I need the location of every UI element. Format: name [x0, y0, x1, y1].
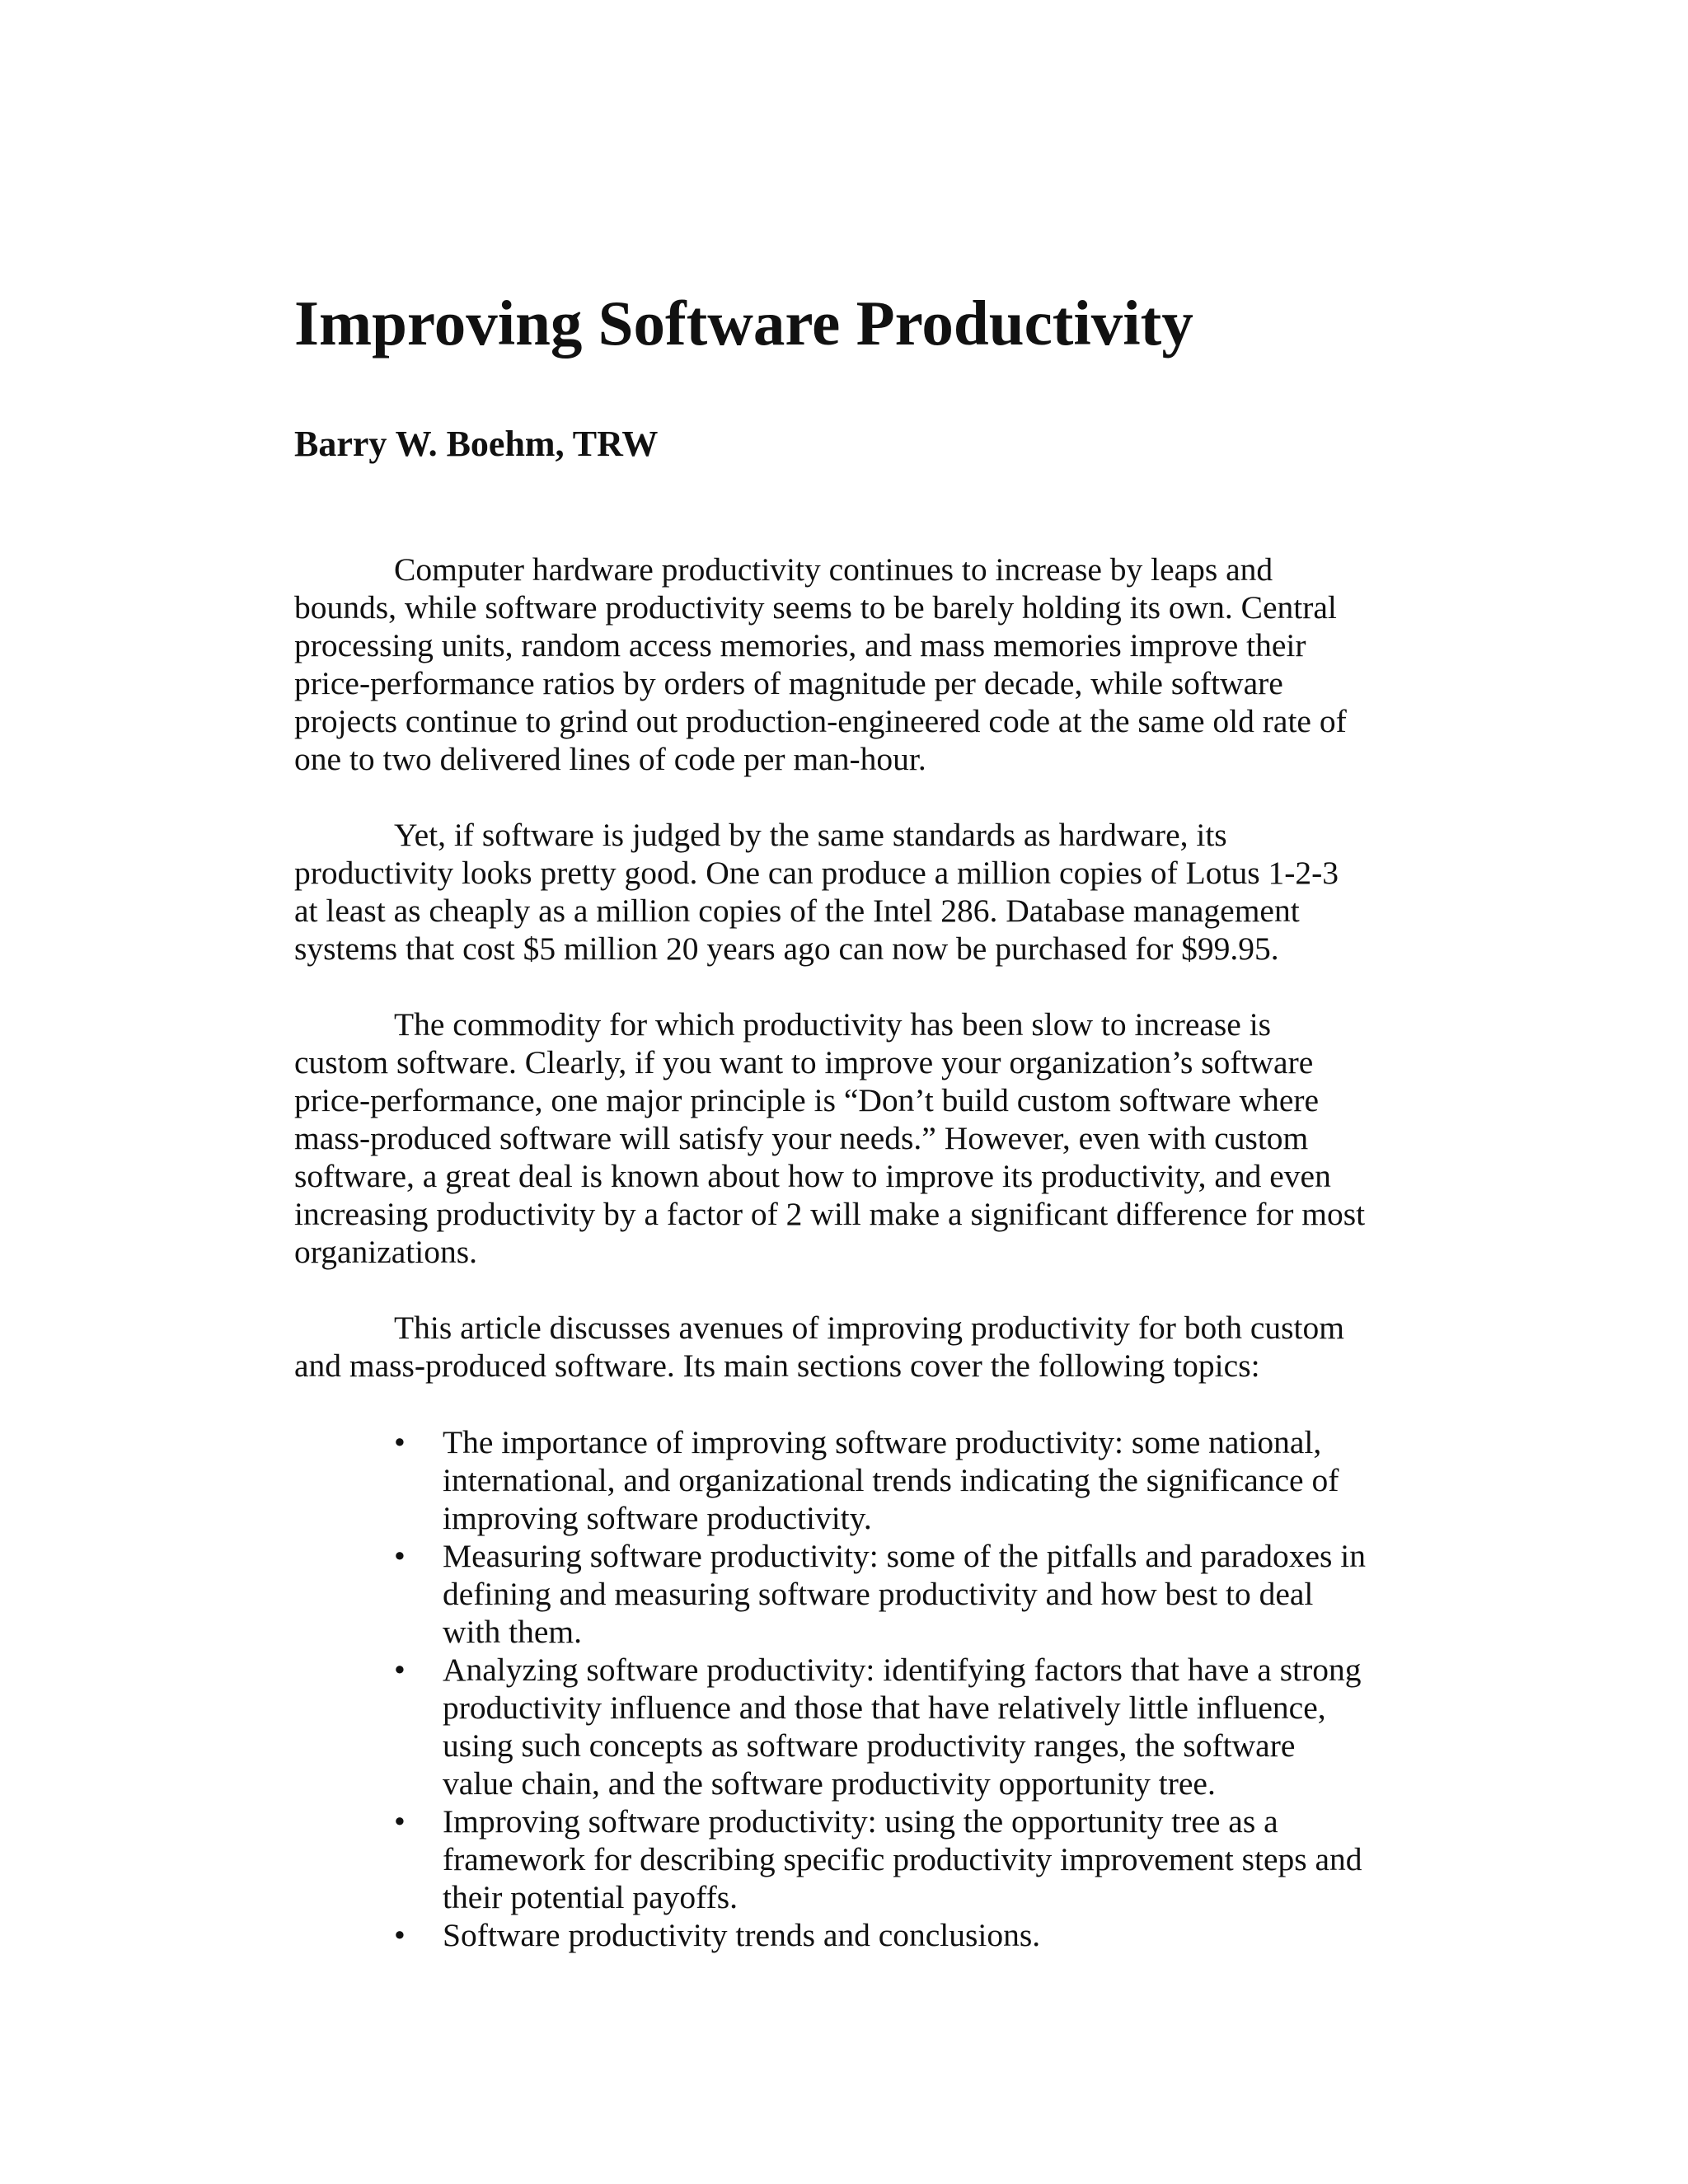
document-title: Improving Software Productivity [294, 288, 1193, 359]
paragraph-line: at least as cheaply as a million copies of the Intel 286. Database management [294, 893, 1300, 929]
paragraph-line: The commodity for which productivity has been slow to increase is [394, 1006, 1272, 1043]
list-item-line: improving software productivity. [443, 1500, 872, 1536]
list-item-line: framework for describing specific productivity improvement steps and [443, 1841, 1362, 1877]
list-item [294, 1423, 1399, 1537]
paragraph-line: This article discusses avenues of improving productivity for both custom [394, 1310, 1344, 1346]
paragraph-line: price-performance ratios by orders of magnitude per decade, while software [294, 665, 1283, 701]
list-item-line: using such concepts as software productivity ranges, the software [443, 1727, 1296, 1764]
list-item-line: their potential payoffs. [443, 1879, 738, 1915]
paragraph-1 [294, 551, 1399, 778]
list-item [294, 1537, 1399, 1651]
list-item-line: with them. [443, 1614, 582, 1650]
paragraph-line: custom software. Clearly, if you want to improve your organization’s software [294, 1044, 1314, 1080]
list-item-line: Measuring software productivity: some of the pitfalls and paradoxes in [443, 1538, 1366, 1574]
list-item-line: productivity influence and those that have relatively little influence, [443, 1690, 1326, 1726]
bullet-icon: • [394, 1803, 406, 1840]
paragraph-line: bounds, while software productivity seems to be barely holding its own. Central [294, 589, 1337, 626]
list-item-line: Analyzing software productivity: identifying factors that have a strong [443, 1652, 1362, 1688]
list-item [294, 1651, 1399, 1802]
paragraph-line: projects continue to grind out production-engineered code at the same old rate of [294, 703, 1347, 739]
list-item-line: The importance of improving software productivity: some national, [443, 1424, 1322, 1460]
paragraph-line: one to two delivered lines of code per man-hour. [294, 741, 926, 777]
paragraph-3 [294, 1005, 1399, 1271]
list-item-line: defining and measuring software productivity and how best to deal [443, 1576, 1314, 1612]
list-item [294, 1802, 1399, 1916]
paragraph-line: Yet, if software is judged by the same standards as hardware, its [394, 817, 1227, 853]
paragraph-line: processing units, random access memories, and mass memories improve their [294, 627, 1306, 663]
paragraph-line: Computer hardware productivity continues to increase by leaps and [394, 551, 1273, 588]
list-item-line: international, and organizational trends indicating the significance of [443, 1462, 1339, 1498]
paragraph-line: mass-produced software will satisfy your needs.” However, even with custom [294, 1120, 1309, 1156]
bullet-icon: • [394, 1424, 406, 1460]
topics-bullet-list [294, 1423, 1399, 1954]
paragraph-line: organizations. [294, 1234, 477, 1270]
paragraph-line: productivity looks pretty good. One can produce a million copies of Lotus 1-2-3 [294, 855, 1339, 891]
list-item-line: value chain, and the software productivity opportunity tree. [443, 1765, 1216, 1802]
list-item-line: Improving software productivity: using the opportunity tree as a [443, 1803, 1278, 1840]
bullet-icon: • [394, 1917, 406, 1953]
author-byline: Barry W. Boehm, TRW [294, 424, 659, 464]
paragraph-4 [294, 1309, 1399, 1385]
paragraph-2 [294, 816, 1399, 968]
list-item-line: Software productivity trends and conclusions. [443, 1917, 1041, 1953]
bullet-icon: • [394, 1652, 406, 1688]
paragraph-line: increasing productivity by a factor of 2 will make a significant difference for most [294, 1196, 1366, 1232]
paragraph-line: and mass-produced software. Its main sections cover the following topics: [294, 1347, 1260, 1384]
paragraph-line: price-performance, one major principle is “Don’t build custom software where [294, 1082, 1320, 1118]
paragraph-line: systems that cost $5 million 20 years ago can now be purchased for $99.95. [294, 930, 1279, 967]
list-item [294, 1916, 1399, 1954]
bullet-icon: • [394, 1538, 406, 1574]
paragraph-line: software, a great deal is known about how to improve its productivity, and even [294, 1158, 1331, 1194]
